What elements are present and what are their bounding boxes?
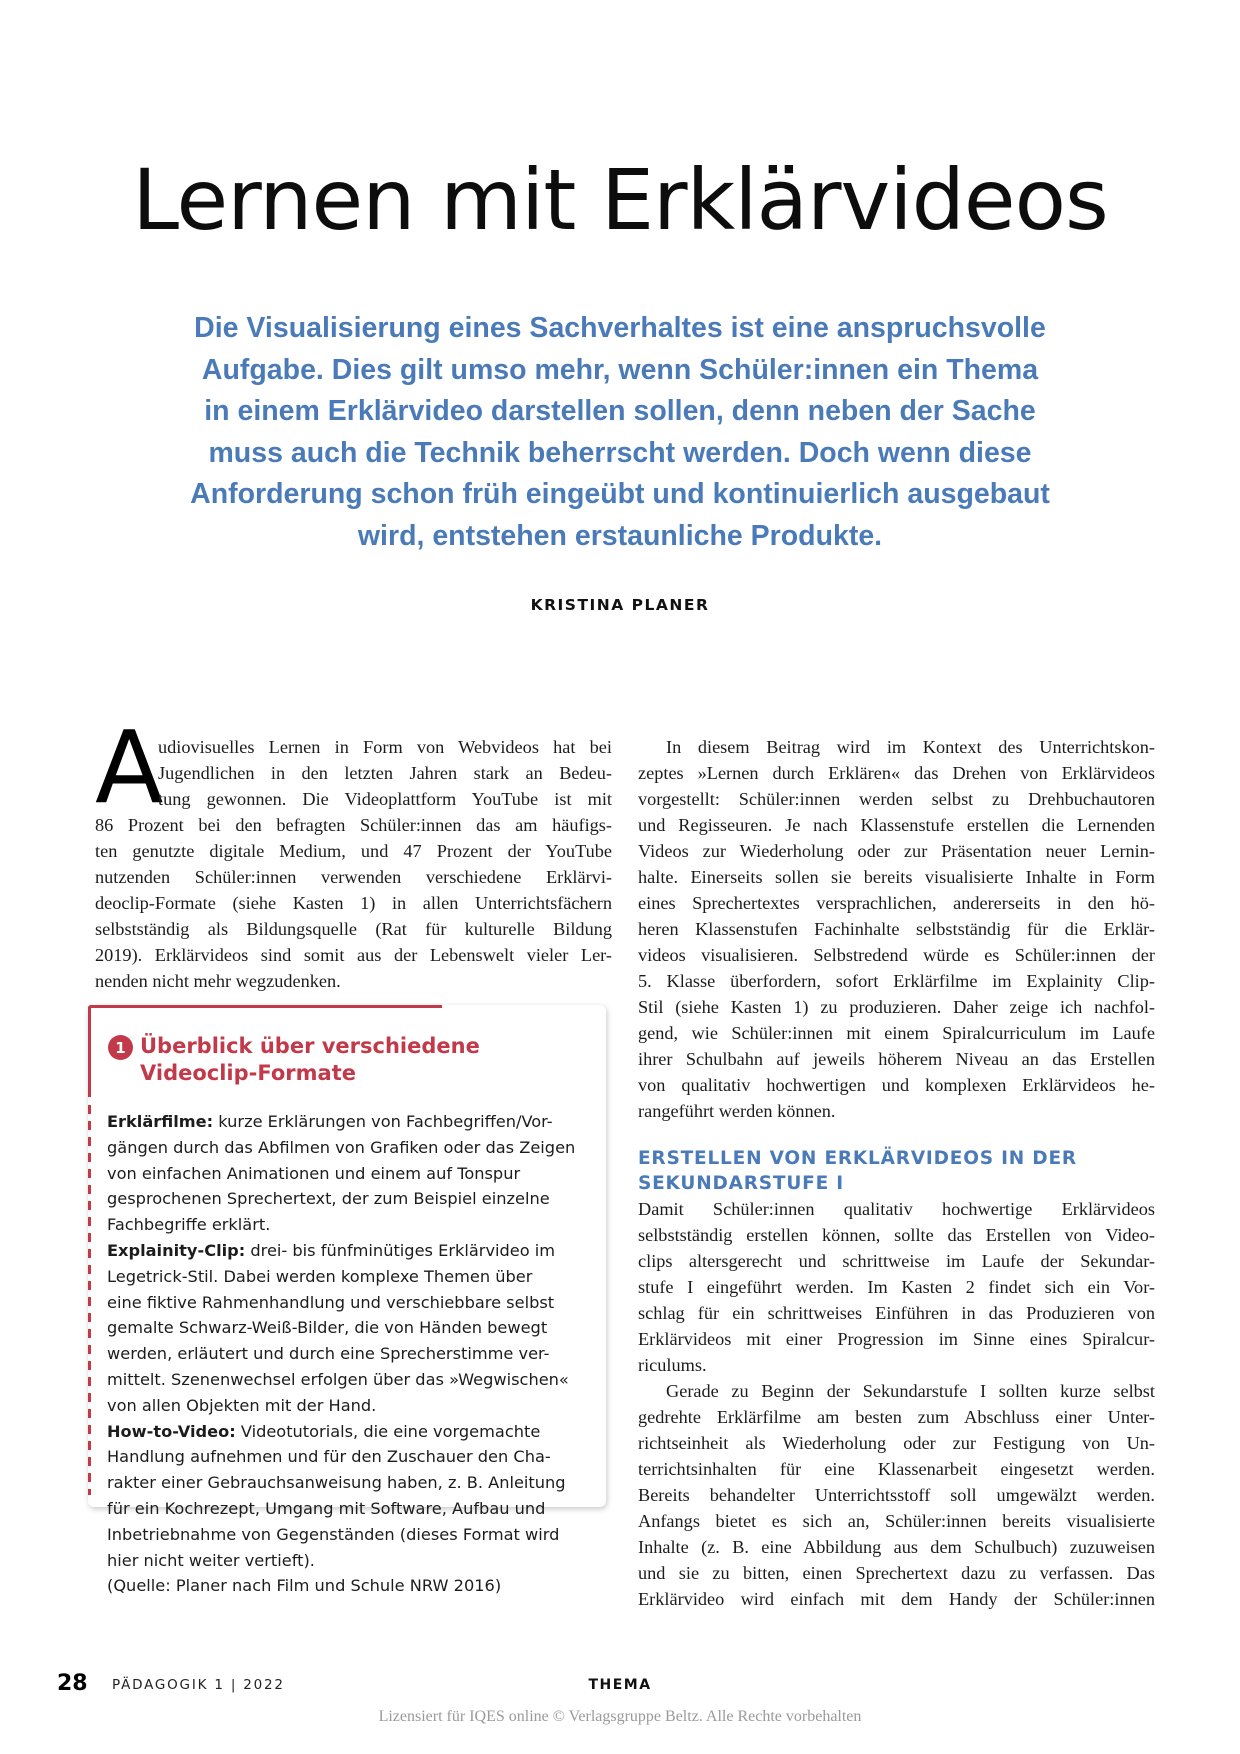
box-line: mittelt. Szenenwechsel erfolgen über das »Wegwischen« <box>107 1369 569 1389</box>
box-line: Inbetriebnahme von Gegenständen (dieses Format wird <box>107 1524 560 1544</box>
body-line: Anfangs bietet es sich an, Schüler:innen bereits visualisierte <box>638 1511 1155 1531</box>
box-line: werden, erläutert und durch eine Sprecherstimme ver- <box>107 1344 550 1364</box>
box-top-border <box>88 1005 442 1008</box>
author-byline: KRISTINA PLANER <box>530 596 710 614</box>
box-title <box>140 1033 480 1087</box>
box-line: gesprochenen Sprechertext, der zum Beispiel einzelne <box>107 1189 550 1209</box>
lead-line: in einem Erklärvideo darstellen sollen, denn neben der Sache <box>204 395 1036 427</box>
body-line: Jugendlichen in den letzten Jahren stark an Bedeu- <box>158 763 612 783</box>
body-line: clips altersgerecht und schrittweise im Laufe der Sekundar- <box>638 1251 1155 1271</box>
left-column-text <box>95 734 612 994</box>
body-line: udiovisuelles Lernen in Form von Webvideos hat bei <box>158 737 612 757</box>
body-line: eines Sprechertextes versprachlichen, andererseits in den hö- <box>638 893 1155 913</box>
info-box-video-formats <box>88 1005 606 1596</box>
box-line: von einfachen Animationen und einem auf Tonspur <box>107 1163 521 1183</box>
body-line: heren Klassenstufen Fachinhalte selbstständig für die Erklär- <box>638 919 1155 939</box>
body-line: gend, wie Schüler:innen mit einem Spiralcurriculum im Laufe <box>638 1023 1155 1043</box>
section-label: THEMA <box>588 1677 652 1693</box>
body-line: Gerade zu Beginn der Sekundarstufe I sollten kurze selbst <box>666 1381 1155 1401</box>
body-line: richtseinheit als Wiederholung oder zur Festigung von Un- <box>638 1433 1155 1453</box>
page-title: Lernen mit Erklärvideos <box>132 151 1108 249</box>
body-line: Videos zur Wiederholung oder zur Präsentation neuer Lernin- <box>638 841 1155 861</box>
box-line: eine fiktive Rahmenhandlung und verschiebbare selbst <box>107 1292 555 1312</box>
body-line: riculums. <box>638 1355 707 1375</box>
lead-line: muss auch die Technik beherrscht werden. Doch wenn diese <box>208 436 1032 469</box>
section-heading-line: SEKUNDARSTUFE I <box>638 1173 844 1194</box>
box-line: Legetrick-Stil. Dabei werden komplexe Themen über <box>107 1266 533 1286</box>
box-line: gängen durch das Abfilmen von Grafiken oder das Zeigen <box>107 1137 576 1157</box>
section-heading-line: ERSTELLEN VON ERKLÄRVIDEOS IN DER <box>638 1148 1077 1169</box>
lead-line: Anforderung schon früh eingeübt und kontinuierlich ausgebaut <box>190 478 1050 510</box>
body-line: vorgestellt: Schüler:innen werden selbst zu Drehbuchautoren <box>638 789 1155 809</box>
box-title-line: Überblick über verschiedene <box>140 1034 480 1058</box>
body-line: rangeführt werden können. <box>638 1101 836 1121</box>
box-line: rakter einer Gebrauchsanweisung haben, z. B. Anleitung <box>107 1473 566 1493</box>
box-number-badge-icon: 1 <box>108 1035 133 1060</box>
body-line: Inhalte (z. B. eine Abbildung aus dem Schulbuch) zuzuweisen <box>638 1537 1155 1557</box>
box-line: Erklärfilme: kurze Erklärungen von Fachbegriffen/Vor- <box>107 1112 553 1131</box>
body-line: deoclip-Formate (siehe Kasten 1) in allen Unterrichtsfächern <box>95 893 612 913</box>
body-line: terrichtsinhalten für eine Klassenarbeit eingesetzt werden. <box>638 1459 1155 1479</box>
body-line: Stil (siehe Kasten 1) zu produzieren. Daher zeige ich nachfol- <box>638 997 1155 1017</box>
format-term: Erklärfilme: <box>107 1112 214 1131</box>
body-line: Erklärvideos mit einer Progression im Sinne eines Spiralcur- <box>638 1329 1155 1349</box>
lead-line: Die Visualisierung eines Sachverhaltes ist eine anspruchsvolle <box>194 312 1046 344</box>
box-line: Handlung aufnehmen und für den Zuschauer den Cha- <box>107 1447 551 1467</box>
box-line: für ein Kochrezept, Umgang mit Software, Aufbau und <box>107 1498 546 1518</box>
body-line: tung gewonnen. Die Videoplattform YouTube ist mit <box>158 789 612 809</box>
body-line: 5. Klasse überfordern, sofort Erklärfilme im Explainity Clip- <box>638 971 1155 991</box>
box-body <box>107 1109 587 1599</box>
lead-line: wird, entstehen erstaunliche Produkte. <box>357 519 883 552</box>
right-column-text <box>638 734 1155 1612</box>
body-line: ihrer Schulbahn auf jeweils höherem Niveau an das Erstellen <box>638 1049 1155 1069</box>
body-line: Erklärvideo wird einfach mit dem Handy der Schüler:innen <box>638 1589 1155 1609</box>
lead-line: Aufgabe. Dies gilt umso mehr, wenn Schüler:innen ein Thema <box>201 353 1039 386</box>
box-header <box>108 1033 480 1087</box>
box-left-border <box>88 1005 91 1097</box>
format-term: Explainity-Clip: <box>107 1240 246 1260</box>
body-line: nenden nicht mehr wegzudenken. <box>95 971 341 991</box>
page-number: 28 <box>57 1671 88 1696</box>
box-line: (Quelle: Planer nach Film und Schule NRW 2016) <box>107 1576 502 1596</box>
box-title-line: Videoclip-Formate <box>140 1061 356 1085</box>
box-line: gemalte Schwarz-Weiß-Bilder, die von Händen bewegt <box>107 1318 548 1338</box>
box-line: Explainity-Clip: drei- bis fünfminütiges Erklärvideo im <box>107 1240 556 1260</box>
body-line: videos visualisieren. Selbstredend würde es Schüler:innen der <box>638 945 1155 965</box>
body-line: schlag für ein schrittweises Einführen in das Produzieren von <box>638 1303 1155 1323</box>
section-heading <box>638 1146 1155 1196</box>
journal-issue: PÄDAGOGIK 1 | 2022 <box>112 1677 285 1693</box>
lead-paragraph <box>130 308 1110 557</box>
body-line: und Regisseuren. Je nach Klassenstufe erstellen die Lernenden <box>638 815 1155 835</box>
license-notice: Lizensiert für IQES online © Verlagsgruppe Beltz. Alle Rechte vorbehalten <box>378 1708 862 1725</box>
body-line: 86 Prozent bei den befragten Schüler:innen das am häufigs- <box>95 815 612 835</box>
box-line: von allen Objekten mit der Hand. <box>107 1395 377 1415</box>
body-line: zeptes »Lernen durch Erklären« das Drehen von Erklärvideos <box>638 763 1155 783</box>
format-term: How-to-Video: <box>107 1421 236 1441</box>
body-line: selbstständig als Bildungsquelle (Rat für kulturelle Bildung <box>95 919 612 939</box>
box-line: How-to-Video: Videotutorials, die eine vorgemachte <box>107 1421 541 1441</box>
body-line: 2019). Erklärvideos sind somit aus der Lebenswelt vieler Ler- <box>95 945 612 965</box>
box-line: Fachbegriffe erklärt. <box>107 1215 271 1235</box>
drop-cap: A <box>95 709 164 826</box>
body-line: Damit Schüler:innen qualitativ hochwertige Erklärvideos <box>638 1199 1155 1219</box>
box-line: hier nicht weiter vertieft). <box>107 1550 315 1570</box>
body-line: und sie zu bitten, einen Sprechertext dazu zu verfassen. Das <box>638 1563 1155 1583</box>
body-line: gedrehte Erklärfilme am besten zum Abschluss einer Unter- <box>638 1407 1155 1427</box>
body-line: stufe I eingeführt werden. Im Kasten 2 findet sich ein Vor- <box>638 1277 1155 1297</box>
body-line: Bereits behandelter Unterrichtsstoff soll umgewälzt werden. <box>638 1485 1155 1505</box>
body-line: ten genutzte digitale Medium, und 47 Prozent der YouTube <box>95 841 612 861</box>
box-dashed-border <box>88 1105 91 1495</box>
body-line: halte. Einerseits sollen sie bereits visualisierte Inhalte in Form <box>638 867 1155 887</box>
body-line: von qualitativ hochwertigen und komplexen Erklärvideos he- <box>638 1075 1155 1095</box>
body-line: In diesem Beitrag wird im Kontext des Unterrichtskon- <box>666 737 1155 757</box>
body-line: nutzenden Schüler:innen verwenden verschiedene Erklärvi- <box>95 867 612 887</box>
body-line: selbstständig erstellen können, sollte das Erstellen von Video- <box>638 1225 1155 1245</box>
